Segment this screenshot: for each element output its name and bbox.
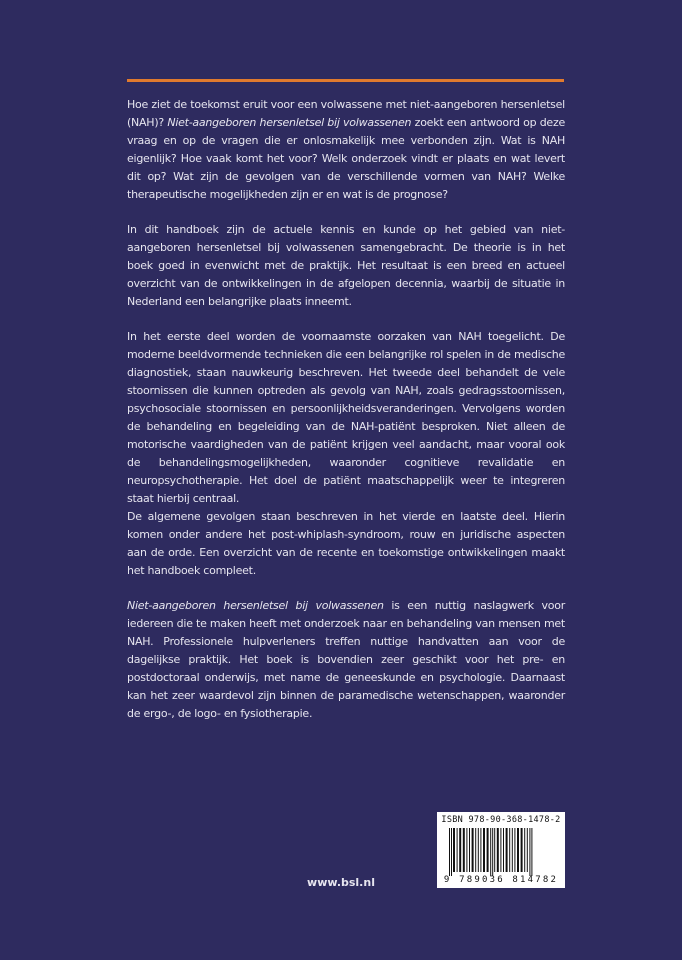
paragraph-intro: Hoe ziet de toekomst eruit voor een volwassene met niet-aangeboren hersenletsel (NAH)? Niet-aangeboren hersenletsel bij volwassenen zoekt een antwoord op deze vraag en op de vragen die er onlosmakelijk mee verbonden zijn. Wat is NAH eigenlijk? Hoe vaak komt het voor? Welk onderzoek vindt er plaats en wat levert dit op? Wat zijn de gevolgen van de verschillende vormen van NAH? Welke therapeutische mogelijkheden zijn er en wat is de prognose? — [127, 98, 565, 201]
barcode-bar — [487, 828, 489, 872]
barcode-bar — [472, 828, 474, 872]
barcode-guard-bar — [449, 828, 450, 876]
isbn-label: ISBN 978-90-368-1478-2 — [441, 815, 561, 825]
back-cover-blurb — [127, 96, 565, 740]
barcode-bar — [512, 828, 513, 872]
barcode-bar — [503, 828, 504, 872]
barcode-bar — [480, 828, 481, 872]
book-title-italic: Niet-aangeboren hersenletsel bij volwassenen — [127, 599, 384, 612]
barcode-bar — [509, 828, 510, 872]
barcode-bar — [469, 828, 470, 872]
barcode-guard-bar — [529, 828, 530, 876]
barcode-guard-bar — [451, 828, 452, 876]
barcode-bar — [521, 828, 523, 872]
barcode-bar — [463, 828, 465, 872]
paragraph-part-four: De algemene gevolgen staan beschreven in het vierde en laatste deel. Hierin komen onder andere het post-whiplash-syndroom, rouw en juridische aspecten aan de orde. Een overzicht van de recente en toekomstige ontwikkelingen maakt het handboek compleet. — [127, 510, 565, 577]
paragraph-audience: Niet-aangeboren hersenletsel bij volwassenen is een nuttig naslagwerk voor iedereen die te maken heeft met onderzoek naar en behandeling van mensen met NAH. Professionele hulpverleners treffen nuttige handvatten aan voor de dagelijkse praktijk. Het boek is bovendien zeer geschikt voor het pre- en postdoctoraal onderwijs, met name de geneeskunde en psychologie. Daarnaast kan het zeer waardevol zijn binnen de paramedische wetenschappen, waaronder de ergo-, de logo- en fysiotherapie. — [127, 599, 565, 720]
barcode-guard-bar — [531, 828, 532, 876]
barcode-guard-bar — [490, 828, 491, 876]
barcode-bar — [453, 828, 455, 872]
barcode-bar — [466, 828, 467, 872]
barcode-bar — [494, 828, 495, 872]
barcode-guard-bar — [492, 828, 493, 876]
barcode-bar — [457, 828, 458, 872]
barcode-bar — [478, 828, 479, 872]
barcode-digits: 9 789036 814782 — [443, 875, 559, 885]
barcode-bar — [500, 828, 501, 872]
paragraph-parts-one-three: In het eerste deel worden de voornaamste oorzaken van NAH toegelicht. De moderne beeldvormende technieken die een belangrijke rol spelen in de medische diagnostiek, staan nauwkeurig beschreven. Het tweede deel behandelt de vele stoornissen die kunnen optreden als gevolg van NAH, zoals gedragsstoornissen, psychosociale stoornissen en persoonlijkheidsveranderingen. Vervolgens worden de behandeling en begeleiding van de NAH-patiënt besproken. Niet alleen de motorische vaardigheden van de patiënt krijgen veel aandacht, maar vooral ook de behandelingsmogelijkheden, waaronder cognitieve revalidatie en neuropsychotherapie. Het doel de patiënt maatschappelijk weer te integreren staat hierbij centraal. — [127, 330, 565, 505]
barcode-bar — [514, 828, 515, 872]
publisher-website: www.bsl.nl — [307, 876, 375, 889]
barcode-bars — [447, 828, 555, 878]
barcode-bar — [506, 828, 508, 872]
barcode-bar — [497, 828, 499, 872]
barcode-bar — [524, 828, 525, 872]
barcode-bar — [527, 828, 528, 872]
book-title-italic: Niet-aangeboren hersenletsel bij volwassenen — [167, 116, 412, 129]
orange-divider-rule — [127, 79, 564, 82]
barcode-bar — [459, 828, 461, 872]
paragraph-handbook: In dit handboek zijn de actuele kennis en kunde op het gebied van niet-aangeboren hersenletsel bij volwassenen samengebracht. De theorie is in het boek goed in evenwicht met de praktijk. Het resultaat is een breed en actueel overzicht van de ontwikkelingen in de afgelopen decennia, waarbij de situatie in Nederland een belangrijke plaats inneemt. — [127, 223, 565, 308]
barcode-bar — [517, 828, 519, 872]
barcode-bar — [483, 828, 485, 872]
barcode-bar — [475, 828, 476, 872]
